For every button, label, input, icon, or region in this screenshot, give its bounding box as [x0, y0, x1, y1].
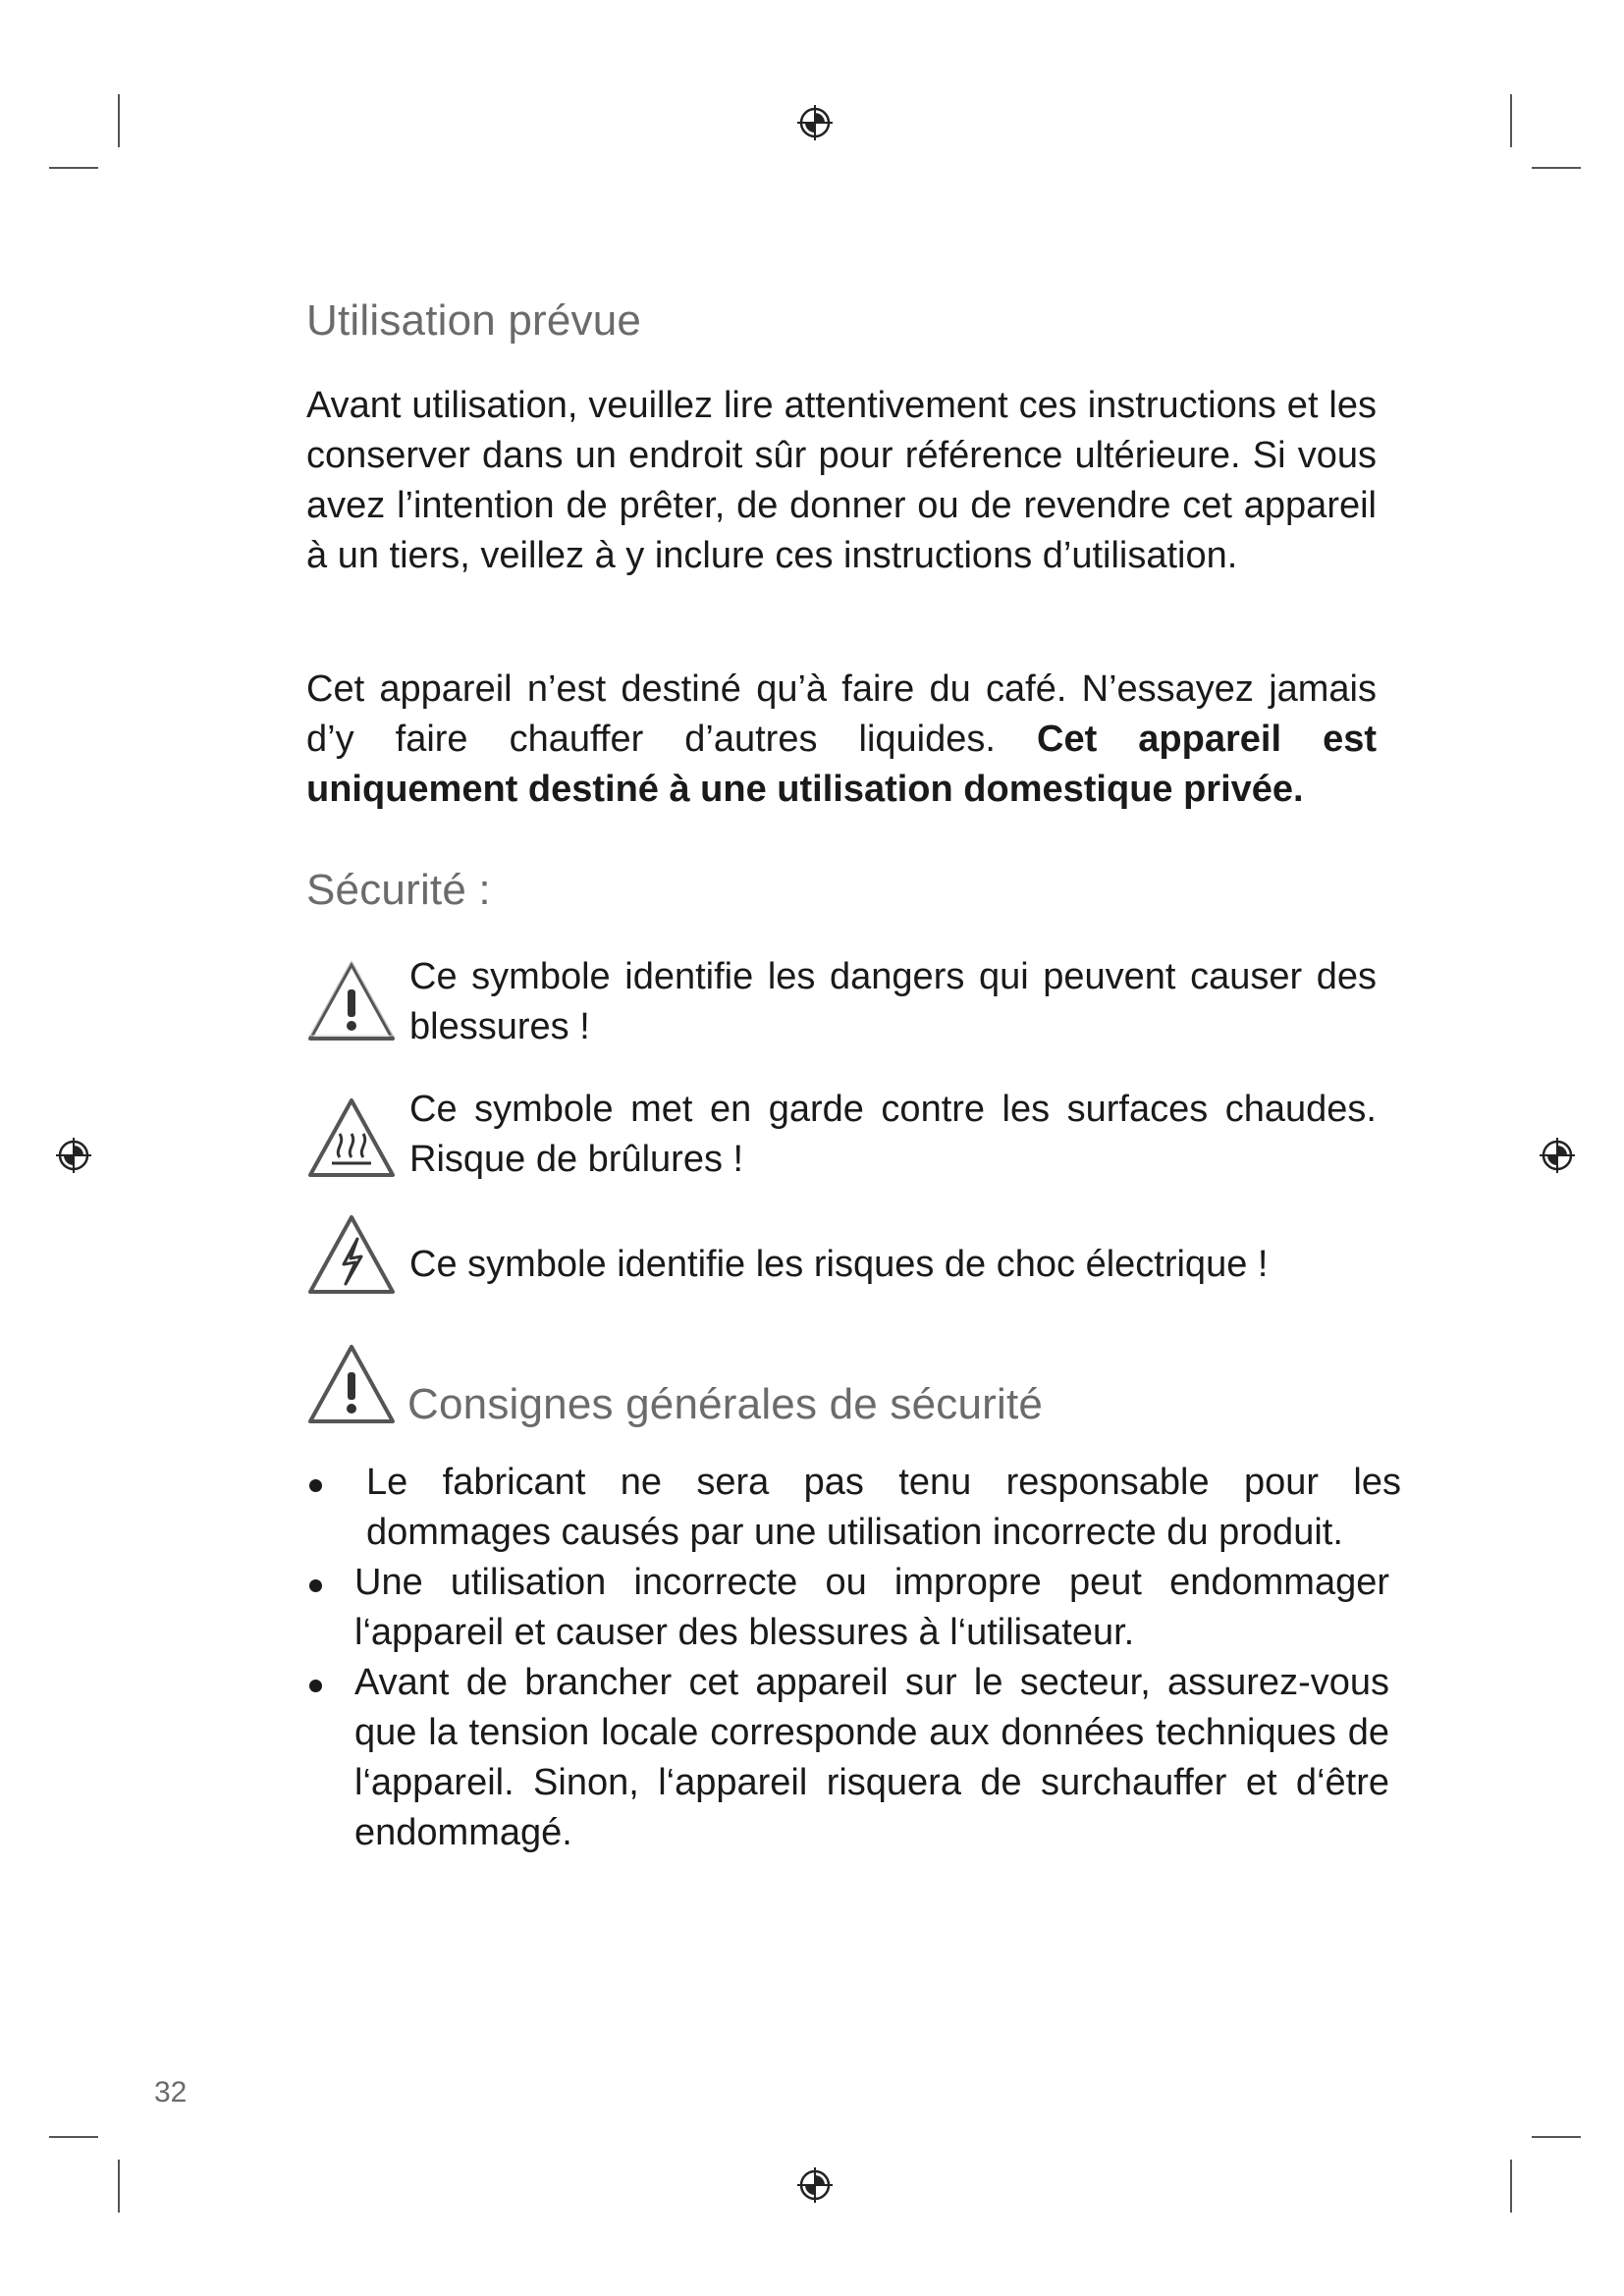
heading-securite: Sécurité : — [306, 866, 491, 914]
symbol-text-danger: Ce symbole identifie les dangers qui peuvent causer des blessures ! — [409, 956, 1377, 1047]
crop-mark-bottom-right — [1510, 2160, 1512, 2213]
symbol-row-hot-surface — [306, 1085, 1377, 1193]
list-item — [306, 1658, 1624, 1858]
symbol-text-hot-surface: Ce symbole met en garde contre les surfaces chaudes. Risque de brûlures ! — [409, 1089, 1377, 1180]
bullet-icon — [309, 1479, 322, 1492]
safety-bullet-list — [306, 1458, 1583, 1858]
crop-mark-top-left — [118, 94, 120, 147]
list-item — [306, 1558, 1624, 1658]
electric-shock-icon — [306, 1213, 397, 1296]
registration-mark-left-icon — [54, 1136, 93, 1175]
crop-mark-bottom-right-h — [1532, 2136, 1581, 2138]
symbol-text-electric: Ce symbole identifie les risques de choc électrique ! — [409, 1244, 1269, 1285]
list-item — [306, 1458, 1624, 1558]
usage-bold-text: Cet appareil est uniquement destiné à une utilisation domestique privée. — [306, 719, 1378, 810]
heading-consignes-generales: Consignes générales de sécurité — [407, 1380, 1044, 1428]
crop-mark-top-left-h — [49, 167, 98, 169]
bullet-text: Le fabricant ne sera pas tenu responsable pour les dommages causés par une utilisation incorrecte du produit. — [366, 1462, 1401, 1553]
bullet-icon — [309, 1680, 322, 1692]
crop-mark-bottom-left-h — [49, 2136, 98, 2138]
hot-surface-icon — [306, 1096, 397, 1179]
crop-mark-top-right-h — [1532, 167, 1581, 169]
bullet-text: Une utilisation incorrecte ou impropre peut endommager l‘appareil et causer des blessures à l‘utilisateur. — [354, 1562, 1389, 1653]
bullet-text: Avant de brancher cet appareil sur le secteur, assurez-vous que la tension locale corresponde aux données techniques de l‘appareil. Sinon, l‘appareil risquera de surchauffer et d‘être endommagé. — [354, 1662, 1389, 1853]
warning-exclamation-icon — [306, 1343, 397, 1425]
bullet-icon — [309, 1579, 322, 1592]
page-number: 32 — [154, 2076, 188, 2109]
intro-paragraph: Avant utilisation, veuillez lire attentivement ces instructions et les conserver dans un endroit sûr pour référence ultérieure. Si vous avez l’intention de prêter, de donner ou de revendre cet appareil à un tiers, veillez à y inclure ces instructions d’utilisation. — [306, 385, 1377, 576]
registration-mark-right-icon — [1538, 1136, 1577, 1175]
symbol-row-danger — [306, 952, 1377, 1060]
registration-mark-top-icon — [795, 103, 835, 142]
symbol-row-electric — [306, 1213, 1377, 1321]
heading-utilisation-prevue: Utilisation prévue — [306, 296, 642, 345]
crop-mark-bottom-left — [118, 2160, 120, 2213]
warning-exclamation-icon — [306, 960, 397, 1042]
registration-mark-bottom-icon — [795, 2165, 835, 2205]
crop-mark-top-right — [1510, 94, 1512, 147]
usage-paragraph — [306, 665, 1377, 815]
usage-text: Cet appareil n’est destiné qu’à faire du café. N’essayez jamais d’y faire chauffer d’autres liquides. — [306, 668, 1377, 760]
